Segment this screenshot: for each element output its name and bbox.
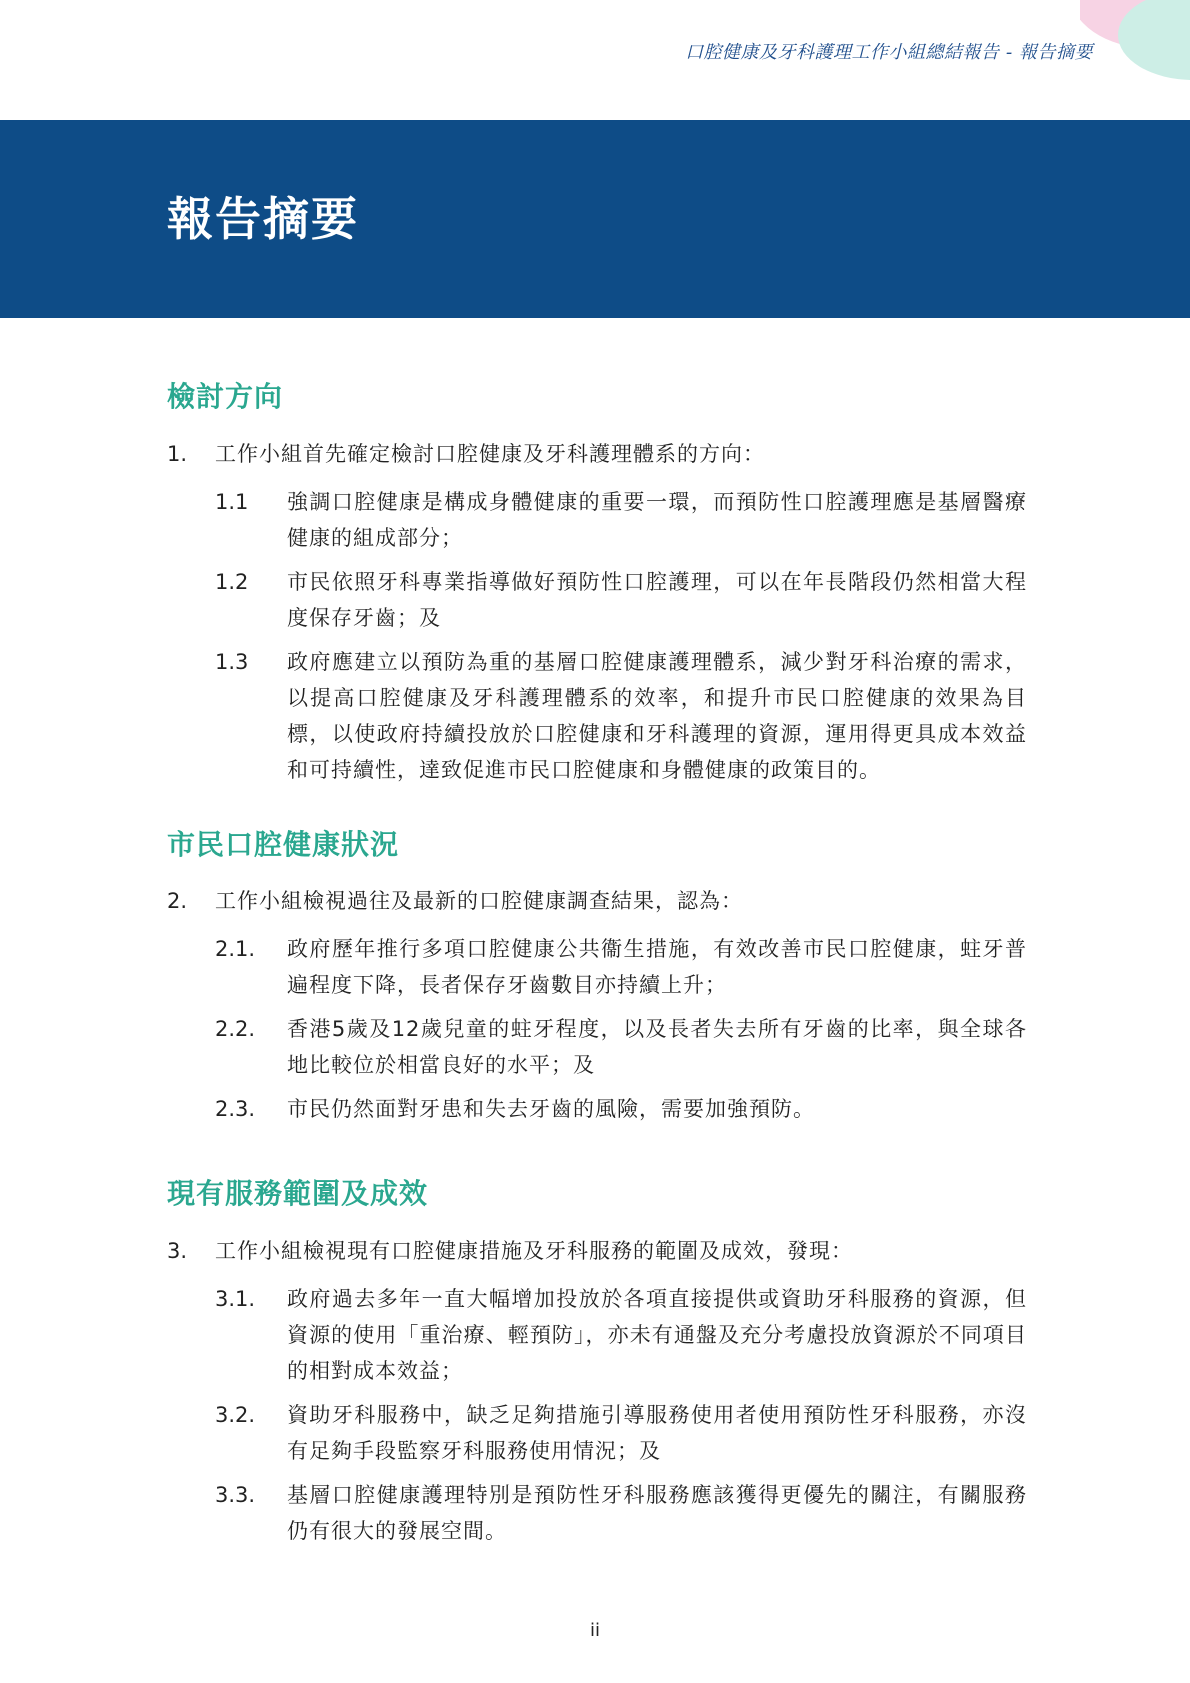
sub-item (215, 564, 1027, 636)
paragraph-number: 3. (167, 1238, 188, 1263)
paragraph-number: 1. (167, 441, 188, 466)
running-header: 口腔健康及牙科護理工作小組總結報告 - 報告摘要 (685, 42, 1093, 63)
sub-item-number: 1.1 (215, 489, 249, 514)
sub-item-number: 3.2. (215, 1402, 256, 1427)
page-title: 報告摘要 (167, 192, 359, 246)
paragraph-text: 工作小組檢視過往及最新的口腔健康調查結果，認為： (215, 889, 743, 914)
sub-item-text: 香港5歲及12歲兒童的蛀牙程度，以及長者失去所有牙齒的比率，與全球各地比較位於相當良好的水平；及 (287, 1017, 1027, 1078)
sub-item-number: 3.3. (215, 1482, 256, 1507)
section-heading: 市民口腔健康狀況 (167, 827, 400, 861)
sub-item-number: 1.2 (215, 569, 249, 594)
sub-item-number: 3.1. (215, 1286, 256, 1311)
section-heading: 現有服務範圍及成效 (167, 1177, 429, 1211)
sub-item-text: 政府應建立以預防為重的基層口腔健康護理體系，減少對牙科治療的需求，以提高口腔健康及牙科護理體系的效率，和提升市民口腔健康的效果為目標，以使政府持續投放於口腔健康和牙科護理的資源，運用得更具成本效益和可持續性，達致促進市民口腔健康和身體健康的政策目的。 (287, 649, 1027, 782)
sub-item (215, 1281, 1027, 1389)
sub-item-text: 強調口腔健康是構成身體健康的重要一環，而預防性口腔護理應是基層醫療健康的組成部分； (287, 489, 1027, 550)
sub-item (215, 644, 1027, 788)
sub-item (215, 1011, 1027, 1083)
sub-item-number: 1.3 (215, 649, 249, 674)
report-body (167, 380, 1027, 1589)
sub-item-text: 市民依照牙科專業指導做好預防性口腔護理，可以在年長階段仍然相當大程度保存牙齒；及 (287, 569, 1027, 630)
paragraph (167, 1233, 1027, 1269)
sub-item-text: 基層口腔健康護理特別是預防性牙科服務應該獲得更優先的關注，有關服務仍有很大的發展空間。 (287, 1482, 1027, 1543)
sub-item-number: 2.3. (215, 1097, 256, 1122)
sub-item-text: 政府過去多年一直大幅增加投放於各項直接提供或資助牙科服務的資源，但資源的使用「重治療、輕預防」，亦未有通盤及充分考慮投放資源於不同項目的相對成本效益； (287, 1286, 1027, 1383)
sub-item (215, 1091, 1027, 1127)
title-band (0, 120, 1190, 318)
section-heading: 檢討方向 (167, 380, 284, 413)
paragraph-text: 工作小組首先確定檢討口腔健康及牙科護理體系的方向： (215, 441, 765, 466)
sub-item-text: 市民仍然面對牙患和失去牙齒的風險，需要加強預防。 (287, 1097, 815, 1122)
sub-item (215, 1397, 1027, 1469)
sub-item-text: 政府歷年推行多項口腔健康公共衞生措施，有效改善市民口腔健康，蛀牙普遍程度下降，長者保存牙齒數目亦持續上升； (287, 937, 1027, 998)
mint-blob-decoration (1118, 0, 1190, 80)
corner-decoration (1080, 0, 1190, 90)
sub-item-text: 資助牙科服務中，缺乏足夠措施引導服務使用者使用預防性牙科服務，亦沒有足夠手段監察牙科服務使用情況；及 (287, 1402, 1027, 1463)
section-review-direction (167, 380, 1027, 788)
sub-item (215, 931, 1027, 1003)
page-number: ii (589, 1620, 600, 1641)
section-service-scope (167, 1177, 1027, 1549)
sub-item-number: 2.1. (215, 937, 256, 962)
paragraph (167, 883, 1027, 919)
paragraph-text: 工作小組檢視現有口腔健康措施及牙科服務的範圍及成效，發現： (215, 1238, 853, 1263)
sub-item (215, 1477, 1027, 1549)
paragraph (167, 436, 1027, 472)
sub-item (215, 484, 1027, 556)
sub-item-number: 2.2. (215, 1017, 256, 1042)
section-oral-health-status (167, 828, 1027, 1128)
paragraph-number: 2. (167, 889, 188, 914)
